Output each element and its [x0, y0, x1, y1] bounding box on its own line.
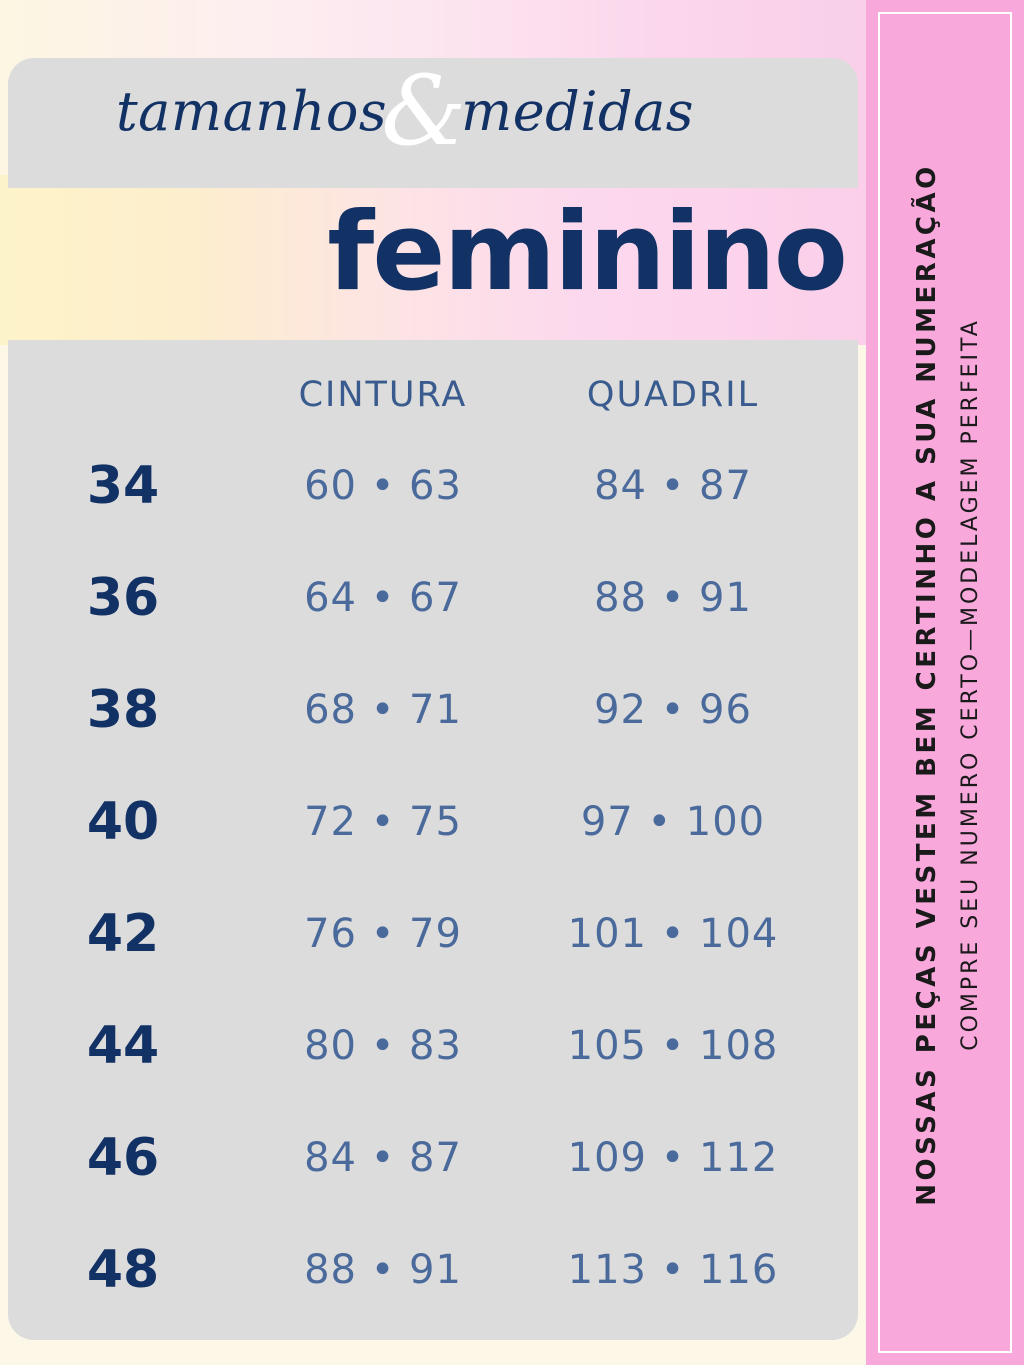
cintura-value: 80 • 83 — [304, 1023, 462, 1069]
cintura-value: 76 • 79 — [304, 911, 462, 957]
cintura-value: 60 • 63 — [304, 463, 462, 509]
size-value: 40 — [86, 792, 160, 852]
table-row — [8, 542, 858, 654]
quadril-value: 105 • 108 — [567, 1023, 779, 1069]
table-row — [8, 654, 858, 766]
sidebar-headline: NOSSAS PEÇAS VESTEM BEM CERTINHO A SUA NUMERAÇÃO — [911, 163, 942, 1206]
table-row — [8, 430, 858, 542]
table-header-quadril: QUADRIL — [586, 375, 760, 415]
cintura-value: 84 • 87 — [304, 1135, 462, 1181]
quadril-value: 92 • 96 — [594, 687, 752, 733]
cintura-value: 64 • 67 — [304, 575, 462, 621]
table-row — [8, 1102, 858, 1214]
script-title-part1: tamanhos — [115, 80, 388, 143]
size-value: 38 — [86, 680, 160, 740]
sidebar-subheadline: COMPRE SEU NUMERO CERTO—MODELAGEM PERFEITA — [957, 318, 983, 1051]
quadril-value: 101 • 104 — [567, 911, 779, 957]
quadril-value: 97 • 100 — [580, 799, 766, 845]
sidebar-banner — [866, 0, 1024, 1365]
size-value: 36 — [86, 568, 160, 628]
size-value: 42 — [86, 904, 160, 964]
script-title-part2: medidas — [461, 80, 694, 143]
table-row — [8, 878, 858, 990]
table-row — [8, 1214, 858, 1326]
sidebar-border-frame — [878, 12, 1012, 1353]
page-title: feminino — [327, 190, 846, 315]
size-value: 44 — [86, 1016, 160, 1076]
table-row — [8, 766, 858, 878]
table-header-cintura: CINTURA — [298, 375, 468, 415]
sidebar-text-block — [880, 14, 1014, 1355]
quadril-value: 88 • 91 — [594, 575, 752, 621]
cintura-value: 68 • 71 — [304, 687, 462, 733]
quadril-value: 84 • 87 — [594, 463, 752, 509]
measurements-table — [8, 360, 858, 1326]
size-value: 46 — [86, 1128, 160, 1188]
table-header-row — [8, 360, 858, 430]
quadril-value: 109 • 112 — [567, 1135, 779, 1181]
size-value: 48 — [86, 1240, 160, 1300]
size-value: 34 — [86, 456, 160, 516]
script-title — [0, 55, 810, 167]
cintura-value: 88 • 91 — [304, 1247, 462, 1293]
ampersand-glyph: & — [381, 55, 468, 167]
quadril-value: 113 • 116 — [567, 1247, 779, 1293]
table-row — [8, 990, 858, 1102]
cintura-value: 72 • 75 — [304, 799, 462, 845]
